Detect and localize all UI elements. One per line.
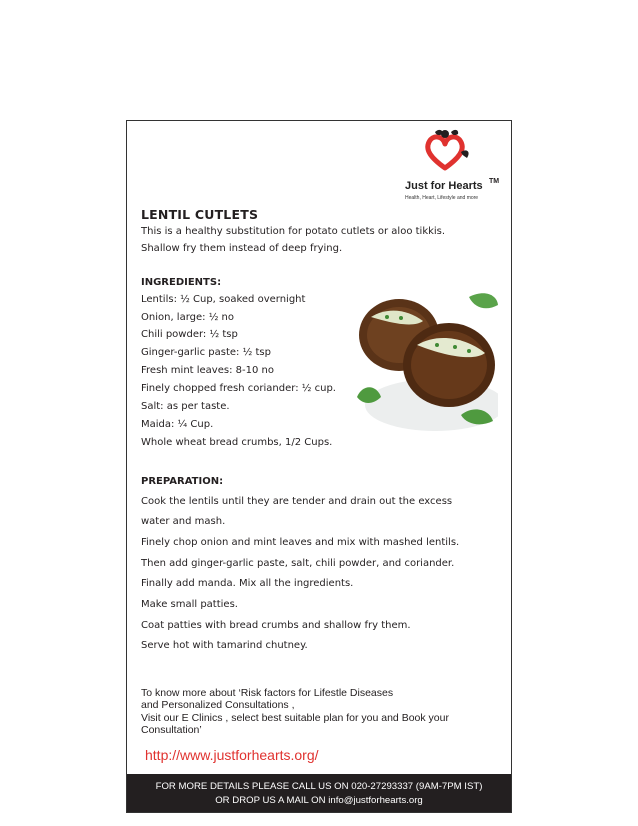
intro-line: This is a healthy substitution for potato cutlets or aloo tikkis.	[141, 226, 446, 237]
preparation-heading: PREPARATION:	[141, 476, 224, 487]
brand-name: Just for Hearts	[405, 180, 483, 192]
contact-footer	[127, 774, 511, 812]
ingredient-item: Whole wheat bread crumbs, 1/2 Cups.	[141, 437, 333, 448]
preparation-step: Then add ginger-garlic paste, salt, chili powder, and coriander.	[141, 558, 455, 569]
preparation-step: water and mash.	[141, 516, 226, 527]
footer-line-email: OR DROP US A MAIL ON info@justforhearts.org	[215, 795, 423, 806]
ingredients-heading: INGREDIENTS:	[141, 277, 222, 288]
preparation-step: Make small patties.	[141, 599, 238, 610]
heart-logo-icon	[417, 128, 477, 184]
ingredient-item: Salt: as per taste.	[141, 401, 230, 412]
trademark: TM	[489, 178, 500, 185]
preparation-step: Finely chop onion and mint leaves and mix with mashed lentils.	[141, 537, 460, 548]
ingredient-item: Onion, large: ½ no	[141, 312, 235, 323]
intro-line: Shallow fry them instead of deep frying.	[141, 243, 343, 254]
consultation-info-line: Consultation’	[141, 724, 202, 736]
ingredient-item: Ginger-garlic paste: ½ tsp	[141, 347, 271, 358]
consultation-info-line: Visit our E Clinics , select best suitable plan for you and Book your	[141, 712, 449, 724]
website-link[interactable]: http://www.justforhearts.org/	[145, 747, 319, 763]
ingredient-item: Chili powder: ½ tsp	[141, 329, 238, 340]
footer-line-phone: FOR MORE DETAILS PLEASE CALL US ON 020-27293337 (9AM-7PM IST)	[155, 781, 483, 792]
preparation-step: Coat patties with bread crumbs and shallow fry them.	[141, 620, 411, 631]
preparation-step: Serve hot with tamarind chutney.	[141, 640, 308, 651]
recipe-card	[126, 120, 512, 813]
consultation-info-line: and Personalized Consultations ,	[141, 699, 295, 711]
preparation-step: Finally add manda. Mix all the ingredients.	[141, 578, 354, 589]
preparation-step: Cook the lentils until they are tender and drain out the excess	[141, 496, 453, 507]
ingredient-item: Lentils: ½ Cup, soaked overnight	[141, 294, 306, 305]
ingredient-item: Fresh mint leaves: 8-10 no	[141, 365, 274, 376]
ingredient-item: Finely chopped fresh coriander: ½ cup.	[141, 383, 336, 394]
brand-tagline: Health, Heart, Lifestyle and more	[405, 195, 479, 201]
recipe-title: LENTIL CUTLETS	[141, 207, 259, 222]
lentil-cutlets-photo	[357, 287, 498, 433]
ingredient-item: Maida: ¼ Cup.	[141, 419, 214, 430]
consultation-info-line: To know more about ‘Risk factors for Lifestle Diseases	[141, 687, 394, 699]
